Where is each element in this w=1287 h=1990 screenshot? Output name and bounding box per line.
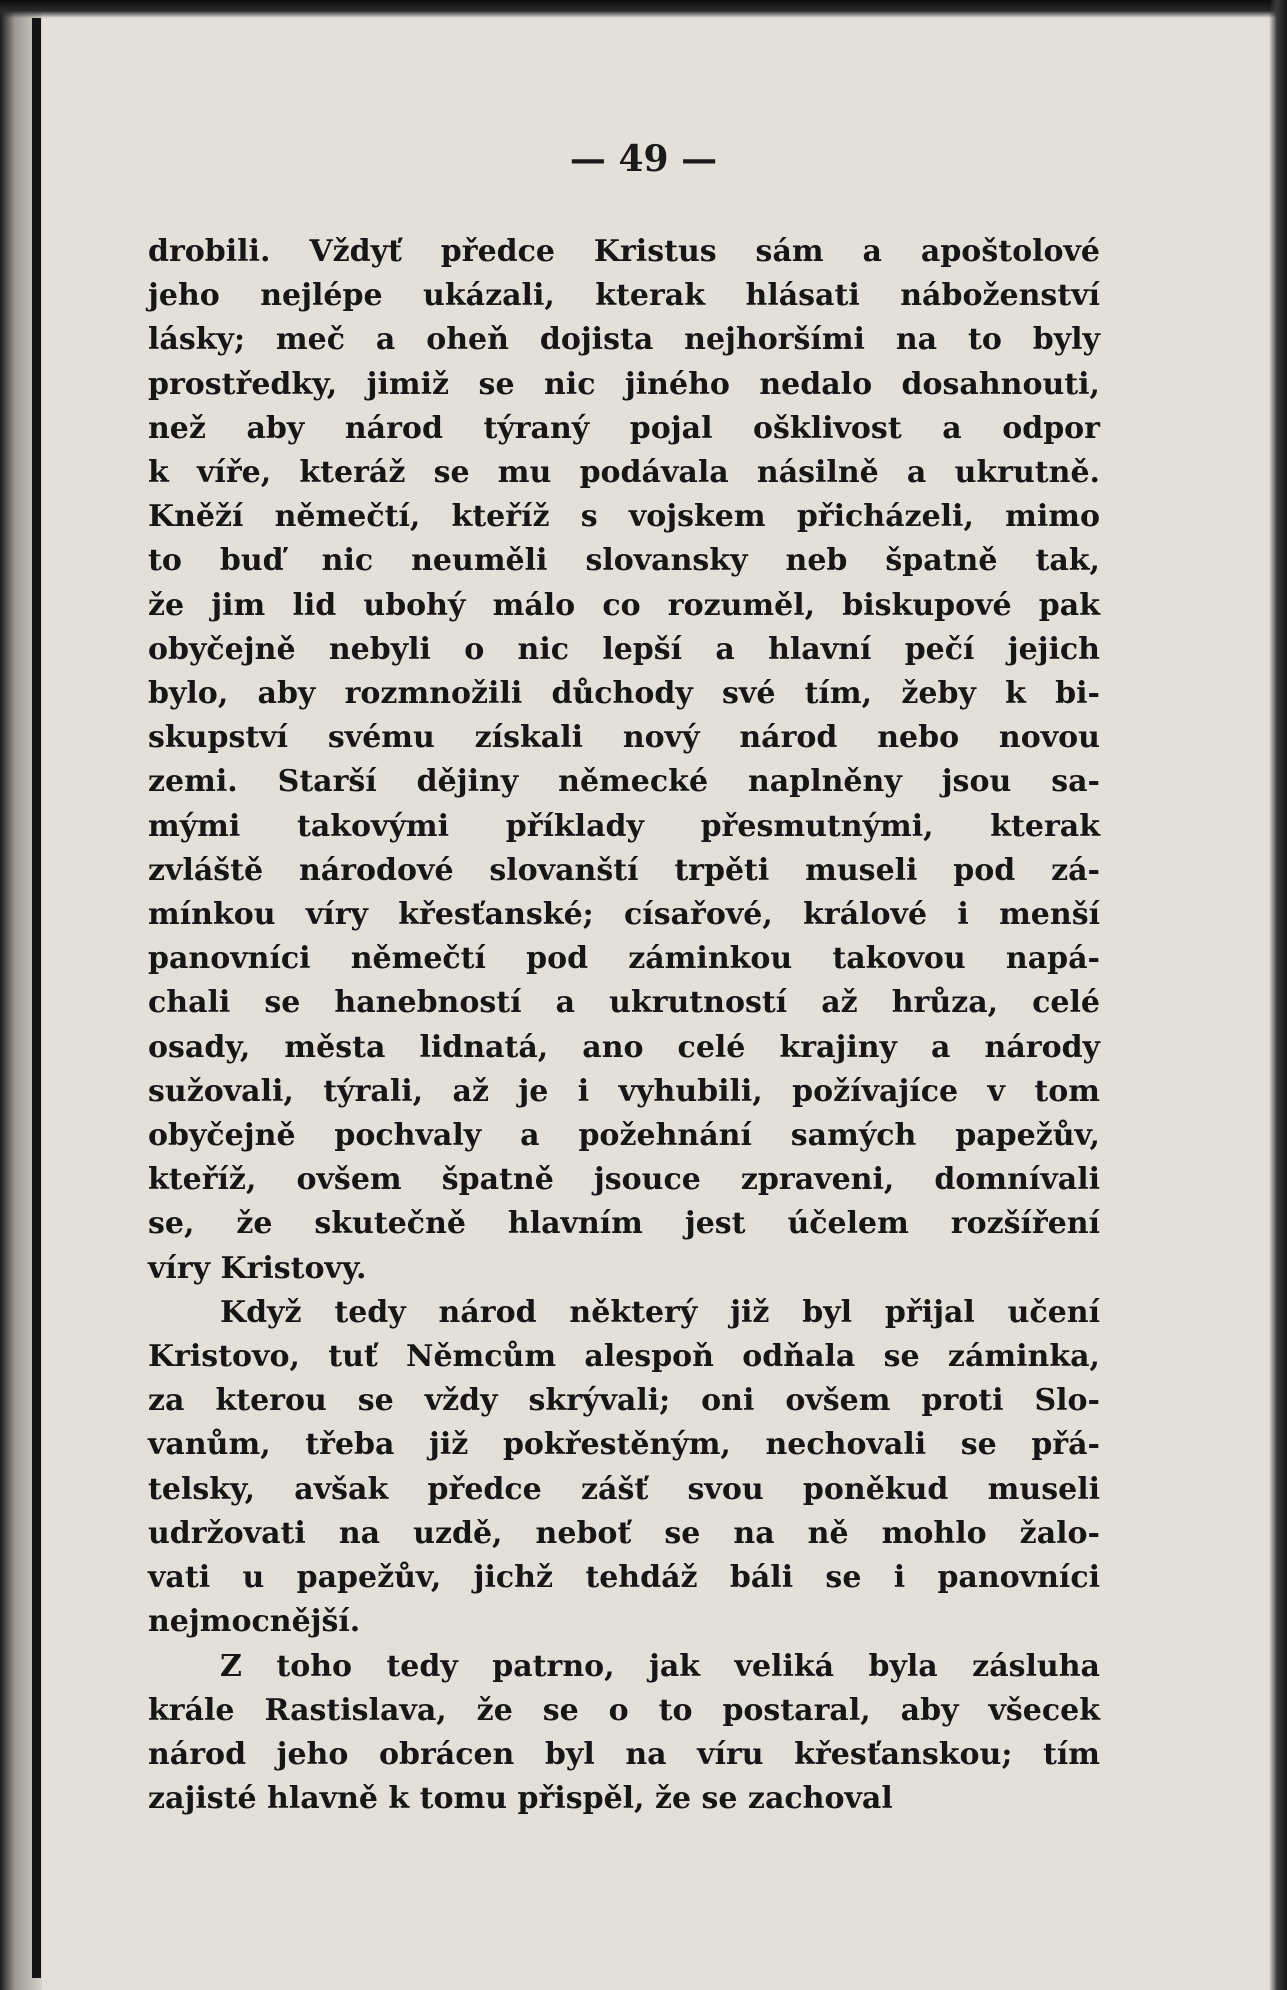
page-number: — 49 — bbox=[569, 138, 718, 180]
text-line: vati u papežův, jichž tehdáž báli se i panovníci bbox=[148, 1560, 1100, 1596]
text-line: zajisté hlavně k tomu přispěl, že se zachoval bbox=[148, 1781, 893, 1817]
text-line: Kristovo, tuť Němcům alespoň odňala se záminka, bbox=[148, 1339, 1100, 1375]
right-edge-shadow bbox=[1269, 0, 1287, 1990]
paragraph bbox=[148, 1291, 1100, 1645]
text-line: lásky; meč a oheň dojista nejhoršími na to byly bbox=[148, 322, 1100, 358]
text-line: jeho nejlépe ukázali, kterak hlásati náboženství bbox=[148, 278, 1100, 314]
text-line: to buď nic neuměli slovansky neb špatně tak, bbox=[148, 543, 1100, 579]
paragraph bbox=[148, 1645, 1100, 1822]
text-line: Když tedy národ některý již byl přijal učení bbox=[220, 1294, 1100, 1330]
text-line: víry Kristovy. bbox=[148, 1250, 367, 1286]
text-line: se, že skutečně hlavním jest účelem rozšíření bbox=[148, 1206, 1100, 1242]
text-line: prostředky, jimiž se nic jiného nedalo dosahnouti, bbox=[148, 366, 1100, 402]
text-line: za kterou se vždy skrývali; oni ovšem proti Slo- bbox=[148, 1383, 1100, 1419]
text-line: zemi. Starší dějiny německé naplněny jsou sa- bbox=[148, 764, 1100, 800]
text-line: osady, města lidnatá, ano celé krajiny a národy bbox=[148, 1029, 1100, 1065]
text-line: bylo, aby rozmnožili důchody své tím, žeby k bi- bbox=[148, 676, 1100, 712]
text-line: drobili. Vždyť předce Kristus sám a apoštolové bbox=[148, 234, 1100, 269]
text-line: mými takovými příklady přesmutnými, kterak bbox=[148, 808, 1100, 844]
text-line: mínkou víry křesťanské; císařové, králové i menší bbox=[148, 897, 1100, 933]
text-line: chali se hanebností a ukrutností až hrůza, celé bbox=[148, 985, 1100, 1021]
paragraph bbox=[148, 230, 1100, 1291]
text-line: zvláště národové slovanští trpěti museli pod zá- bbox=[148, 852, 1100, 888]
text-line: že jim lid ubohý málo co rozuměl, biskupové pak bbox=[148, 587, 1100, 623]
binding-edge bbox=[32, 18, 41, 1978]
text-line: k víře, kteráž se mu podávala násilně a ukrutně. bbox=[148, 455, 1100, 491]
text-line: obyčejně nebyli o nic lepší a hlavní pečí jejich bbox=[148, 631, 1100, 667]
text-line: nejmocnější. bbox=[148, 1604, 361, 1640]
text-line: vanům, třeba již pokřestěným, nechovali se přá- bbox=[148, 1427, 1100, 1463]
text-line: obyčejně pochvaly a požehnání samých papežův, bbox=[148, 1118, 1100, 1154]
text-line: Z toho tedy patrno, jak veliká byla zásluha bbox=[220, 1648, 1100, 1684]
text-line: Kněží němečtí, kteříž s vojskem přicházeli, mimo bbox=[148, 499, 1100, 535]
text-line: panovníci němečtí pod záminkou takovou napá- bbox=[148, 941, 1100, 977]
text-line: sužovali, týrali, až je i vyhubili, požívajíce v tom bbox=[148, 1073, 1100, 1109]
text-line: skupství svému získali nový národ nebo novou bbox=[148, 720, 1100, 756]
text-line: kteříž, ovšem špatně jsouce zpraveni, domnívali bbox=[148, 1162, 1100, 1198]
text-line: telsky, avšak předce zášť svou poněkud museli bbox=[148, 1471, 1100, 1507]
text-line: než aby národ týraný pojal ošklivost a odpor bbox=[148, 410, 1100, 446]
text-line: národ jeho obrácen byl na víru křesťanskou; tím bbox=[148, 1736, 1100, 1772]
body-text bbox=[148, 230, 1100, 1821]
text-line: krále Rastislava, že se o to postaral, aby všecek bbox=[148, 1692, 1100, 1728]
top-edge-shadow bbox=[0, 0, 1287, 18]
text-line: udržovati na uzdě, neboť se na ně mohlo žalo- bbox=[148, 1515, 1100, 1551]
